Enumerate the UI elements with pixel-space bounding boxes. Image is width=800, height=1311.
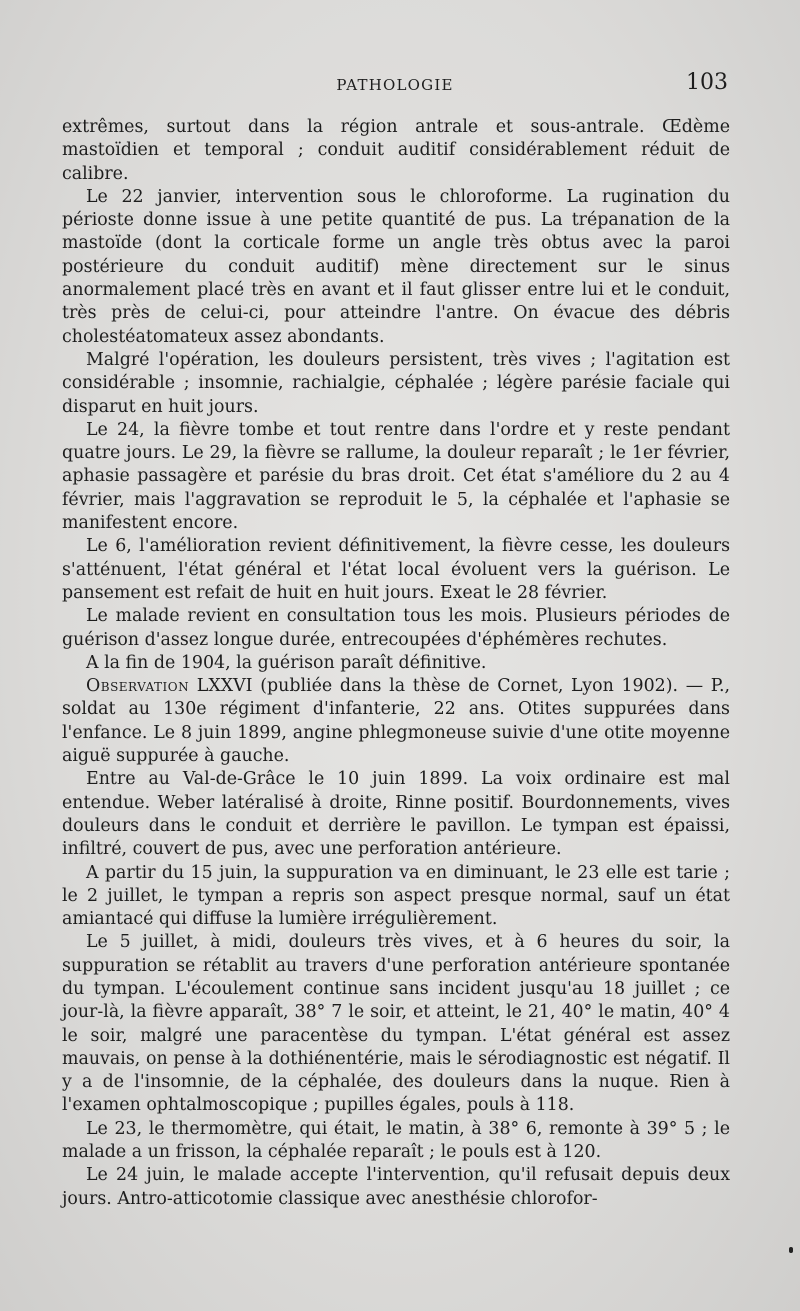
page-header xyxy=(62,70,728,100)
paragraph: extrêmes, surtout dans la région antrale et sous-antrale. Œdème mastoïdien et temporal ; conduit auditif considérablement réduit de calibre. xyxy=(62,117,730,184)
paragraph: Le 24 juin, le malade accepte l'intervention, qu'il refusait depuis deux jours. Antro-atticotomie classique avec anesthésie chlorofor- xyxy=(62,1165,730,1209)
paragraph: Le 23, le thermomètre, qui était, le matin, à 38° 6, remonte à 39° 5 ; le malade a un frisson, la céphalée reparaît ; le pouls est à 120. xyxy=(62,1118,730,1163)
observation-text: LXXVI (publiée dans la thèse de Cornet, Lyon 1902). — P., soldat au 130e régiment d'infanterie, 22 ans. Otites suppurées dans l'enfance. Le 8 juin 1899, angine phlegmoneuse suivie d'une otite moyenne aiguë suppurée à gauche. xyxy=(62,676,730,767)
observation-paragraph xyxy=(62,675,730,768)
paragraph: A la fin de 1904, la guérison paraît définitive. xyxy=(86,652,487,673)
paragraph: Le 24, la fièvre tombe et tout rentre dans l'ordre et y reste pendant quatre jours. Le 29, la fièvre se rallume, la douleur reparaît ; le 1er février, aphasie passagère et parésie du bras droit. Cet état s'améliore du 2 au 4 février, mais l'aggravation se reproduit le 5, la céphalée et l'aphasie se manifestent encore. xyxy=(62,419,730,534)
page-body xyxy=(62,116,730,1211)
paragraph: Malgré l'opération, les douleurs persistent, très vives ; l'agitation est considérable ; insomnie, rachialgie, céphalée ; légère parésie faciale qui disparut en huit jours. xyxy=(62,349,730,417)
paragraph: A partir du 15 juin, la suppuration va en diminuant, le 23 elle est tarie ; le 2 juillet, le tympan a repris son aspect presque normal, sauf un état amiantacé qui diffuse la lumière irrégulièrement. xyxy=(62,862,730,930)
paragraph: Le 22 janvier, intervention sous le chloroforme. La rugination du périoste donne issue à une petite quantité de pus. La trépanation de la mastoïde (dont la corticale forme un angle très obtus avec la paroi postérieure du conduit auditif) mène directement sur le sinus anormalement placé très en avant et il faut glisser entre lui et le conduit, très près de celui-ci, pour atteindre l'antre. On évacue des débris cholestéatomateux assez abondants. xyxy=(62,186,730,347)
edge-speck xyxy=(789,1247,793,1253)
paragraph: Entre au Val-de-Grâce le 10 juin 1899. La voix ordinaire est mal entendue. Weber latéralisé à droite, Rinne positif. Bourdonnements, vives douleurs dans le conduit et derrière le pavillon. Le tympan est épaissi, infiltré, couvert de pus, avec une perforation antérieure. xyxy=(62,769,730,860)
observation-label: Observation xyxy=(86,676,190,697)
paragraph: Le 5 juillet, à midi, douleurs très vives, et à 6 heures du soir, la suppuration se rétablit au travers d'une perforation antérieure spontanée du tympan. L'écoulement continue sans incident jusqu'au 18 juillet ; ce jour-là, la fièvre apparaît, 38° 7 le soir, et atteint, le 21, 40° le matin, 40° 4 le soir, malgré une paracentèse du tympan. L'état général est assez mauvais, on pense à la dothiénentérie, mais le sérodiagnostic est négatif. Il y a de l'insomnie, de la céphalée, des douleurs dans la nuque. Rien à l'examen ophtalmoscopique ; pupilles égales, pouls à 118. xyxy=(62,932,730,1116)
paragraph: Le 6, l'amélioration revient définitivement, la fièvre cesse, les douleurs s'atténuent, l'état général et l'état local évoluent vers la guérison. Le pansement est refait de huit en huit jours. Exeat le 28 février. xyxy=(62,536,730,603)
running-title: PATHOLOGIE xyxy=(336,76,454,94)
paragraph: Le malade revient en consultation tous les mois. Plusieurs périodes de guérison d'assez longue durée, entrecoupées d'éphémères rechutes. xyxy=(62,606,730,650)
page-number: 103 xyxy=(686,70,728,95)
